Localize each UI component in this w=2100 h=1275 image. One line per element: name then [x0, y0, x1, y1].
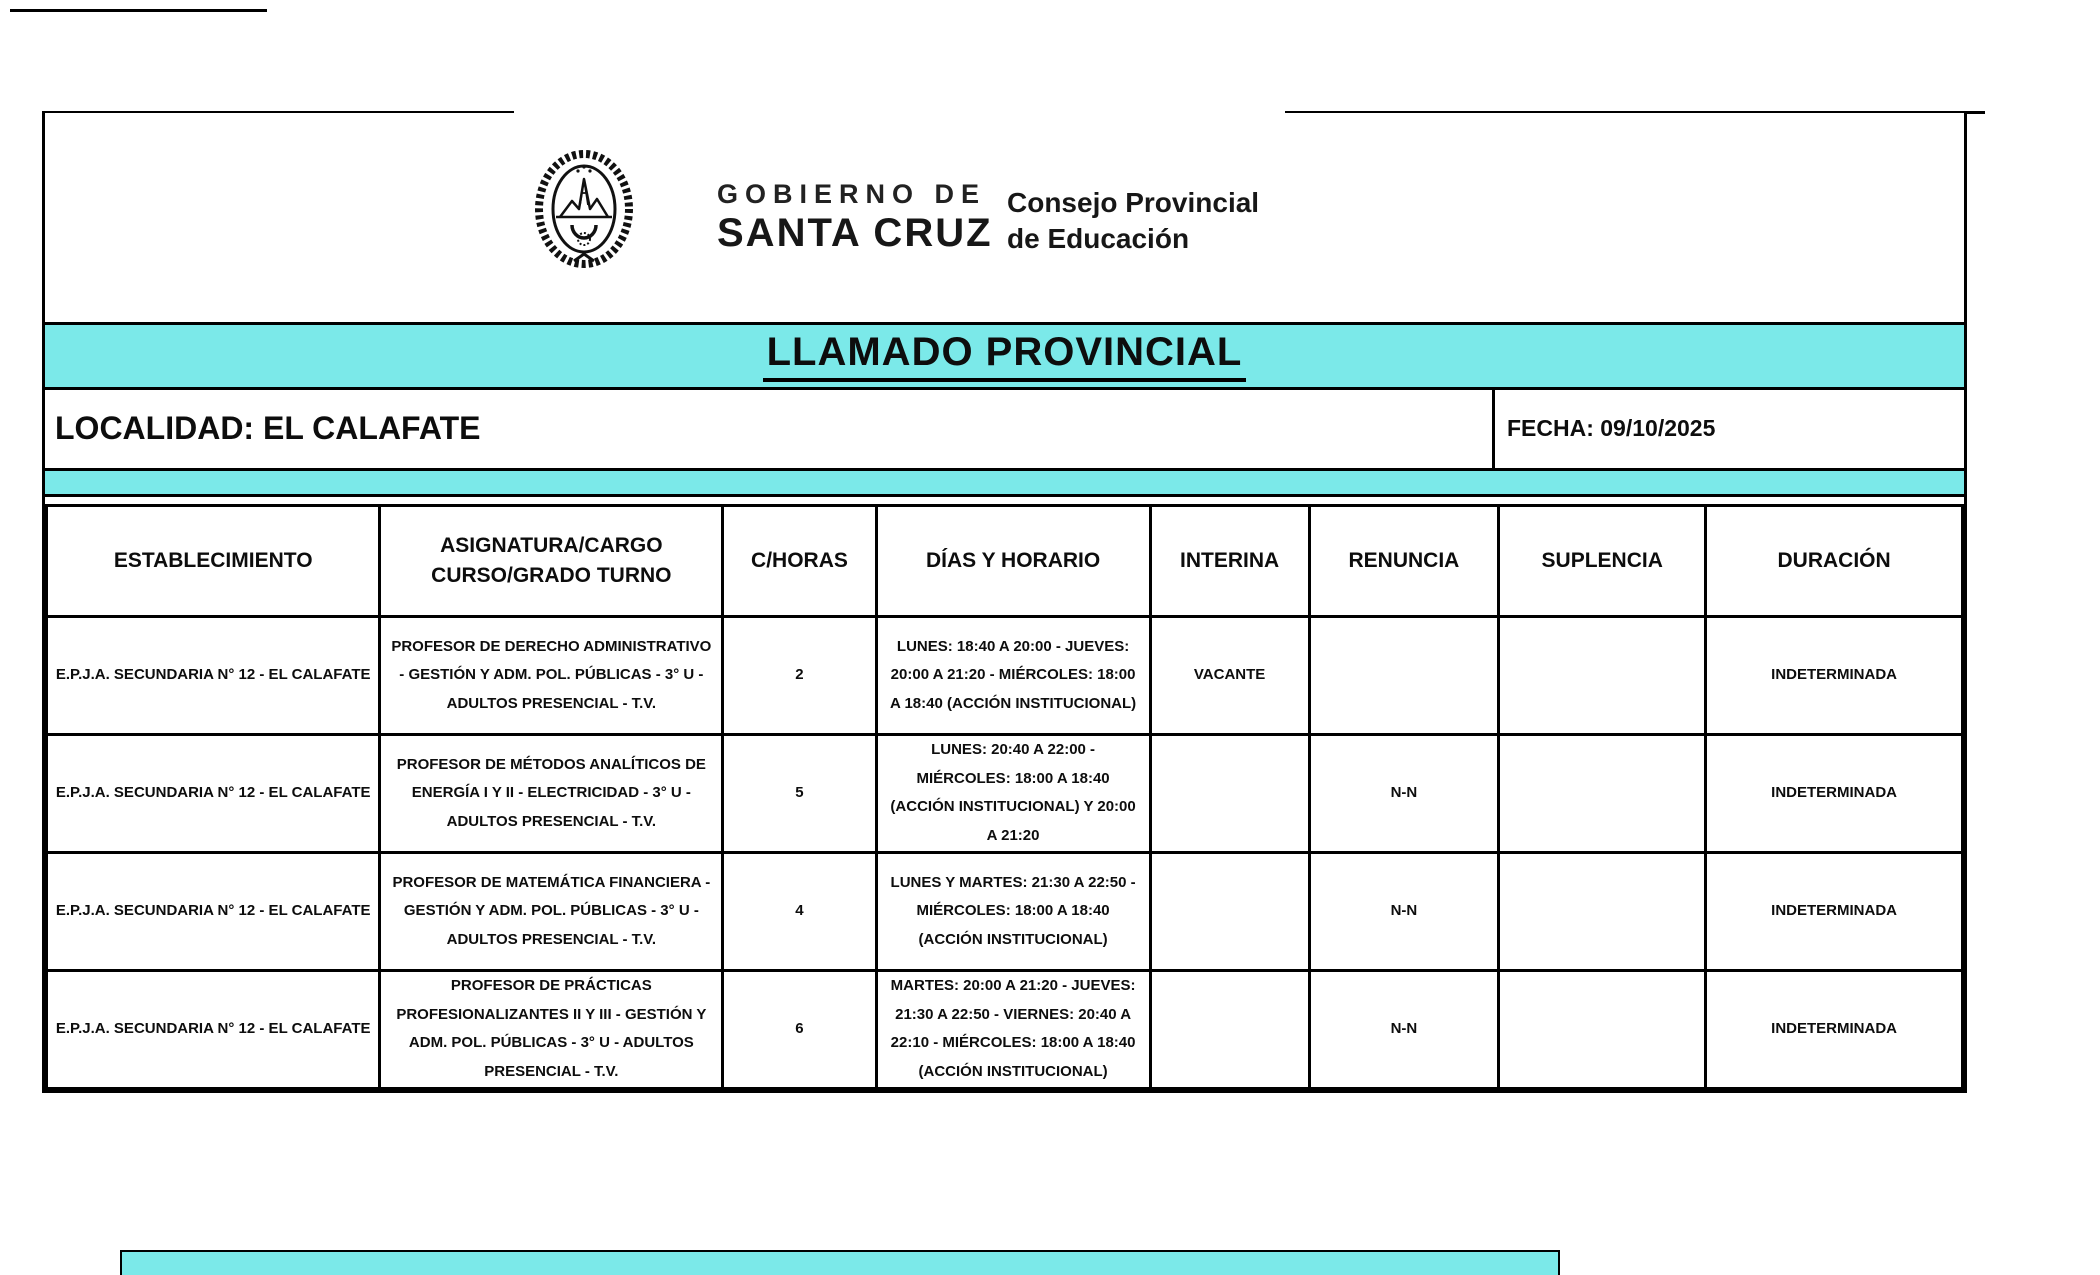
- cell-dias-horario: MARTES: 20:00 A 21:20 - JUEVES: 21:30 A 22:50 - VIERNES: 20:40 A 22:10 - MIÉRCOLES: 18:00 A 18:40 (ACCIÓN INSTITUCIONAL): [876, 970, 1150, 1088]
- fecha-label: FECHA: 09/10/2025: [1492, 390, 1964, 469]
- letterhead: [45, 113, 1964, 322]
- next-section-band: [120, 1250, 1560, 1275]
- cell-horas: 4: [723, 852, 876, 970]
- cell-interina: VACANTE: [1150, 616, 1309, 734]
- cell-dias-horario: LUNES: 20:40 A 22:00 - MIÉRCOLES: 18:00 A 18:40 (ACCIÓN INSTITUCIONAL) Y 20:00 A 21:20: [876, 734, 1150, 852]
- cell-renuncia: N-N: [1309, 970, 1499, 1088]
- cell-suplencia: [1499, 970, 1706, 1088]
- col-duracion: DURACIÓN: [1706, 505, 1963, 616]
- cell-duracion: INDETERMINADA: [1706, 616, 1963, 734]
- page-top-rule: [10, 9, 267, 12]
- page-title: LLAMADO PROVINCIAL: [763, 330, 1247, 382]
- cell-dias-horario: LUNES Y MARTES: 21:30 A 22:50 - MIÉRCOLES: 18:00 A 18:40 (ACCIÓN INSTITUCIONAL): [876, 852, 1150, 970]
- title-band: [45, 322, 1964, 390]
- col-establecimiento: ESTABLECIMIENTO: [47, 505, 380, 616]
- cell-interina: [1150, 734, 1309, 852]
- localidad-label: LOCALIDAD: EL CALAFATE: [55, 410, 481, 447]
- col-dias-horario: DÍAS Y HORARIO: [876, 505, 1150, 616]
- cell-asignatura: PROFESOR DE DERECHO ADMINISTRATIVO - GESTIÓN Y ADM. POL. PÚBLICAS - 3° U - ADULTOS PRESENCIAL - T.V.: [380, 616, 723, 734]
- table-header-row: [47, 505, 1963, 616]
- consejo-line2: de Educación: [1007, 223, 1190, 255]
- cell-dias-horario: LUNES: 18:40 A 20:00 - JUEVES: 20:00 A 21:20 - MIÉRCOLES: 18:00 A 18:40 (ACCIÓN INSTITUCIONAL): [876, 616, 1150, 734]
- cell-suplencia: [1499, 852, 1706, 970]
- cell-horas: 5: [723, 734, 876, 852]
- cell-suplencia: [1499, 616, 1706, 734]
- cell-establecimiento: E.P.J.A. SECUNDARIA N° 12 - EL CALAFATE: [47, 852, 380, 970]
- cell-interina: [1150, 852, 1309, 970]
- col-renuncia: RENUNCIA: [1309, 505, 1499, 616]
- col-suplencia: SUPLENCIA: [1499, 505, 1706, 616]
- separator-gap: [45, 497, 1964, 504]
- consejo-line1: Consejo Provincial: [1007, 187, 1260, 218]
- santa-cruz-text: SANTA CRUZ: [717, 211, 993, 255]
- localidad-fecha-row: [45, 390, 1964, 472]
- cell-renuncia: N-N: [1309, 852, 1499, 970]
- col-c-horas: C/HORAS: [723, 505, 876, 616]
- col-interina: INTERINA: [1150, 505, 1309, 616]
- gobierno-de-text: GOBIERNO DE: [717, 179, 987, 209]
- cell-establecimiento: E.P.J.A. SECUNDARIA N° 12 - EL CALAFATE: [47, 616, 380, 734]
- cell-duracion: INDETERMINADA: [1706, 734, 1963, 852]
- cell-suplencia: [1499, 734, 1706, 852]
- cell-renuncia: [1309, 616, 1499, 734]
- santa-cruz-coat-of-arms-icon: [534, 149, 634, 269]
- cell-asignatura: PROFESOR DE PRÁCTICAS PROFESIONALIZANTES II Y III - GESTIÓN Y ADM. POL. PÚBLICAS - 3° U - ADULTOS PRESENCIAL - T.V.: [380, 970, 723, 1088]
- separator-band: [45, 471, 1964, 497]
- table-row: [47, 734, 1963, 852]
- cell-horas: 2: [723, 616, 876, 734]
- consejo-wordmark: [1007, 185, 1259, 258]
- cell-asignatura: PROFESOR DE MÉTODOS ANALÍTICOS DE ENERGÍA I Y II - ELECTRICIDAD - 3° U - ADULTOS PRESENCIAL - T.V.: [380, 734, 723, 852]
- document-frame: [42, 113, 1967, 1093]
- table-row: [47, 970, 1963, 1088]
- cell-horas: 6: [723, 970, 876, 1088]
- cell-renuncia: N-N: [1309, 734, 1499, 852]
- cell-duracion: INDETERMINADA: [1706, 970, 1963, 1088]
- cell-asignatura: PROFESOR DE MATEMÁTICA FINANCIERA - GESTIÓN Y ADM. POL. PÚBLICAS - 3° U - ADULTOS PRESENCIAL - T.V.: [380, 852, 723, 970]
- col-asignatura-cargo: ASIGNATURA/CARGO CURSO/GRADO TURNO: [380, 505, 723, 616]
- table-row: [47, 616, 1963, 734]
- cell-establecimiento: E.P.J.A. SECUNDARIA N° 12 - EL CALAFATE: [47, 970, 380, 1088]
- cell-interina: [1150, 970, 1309, 1088]
- government-wordmark: [717, 179, 993, 256]
- cell-establecimiento: E.P.J.A. SECUNDARIA N° 12 - EL CALAFATE: [47, 734, 380, 852]
- table-row: [47, 852, 1963, 970]
- cell-duracion: INDETERMINADA: [1706, 852, 1963, 970]
- vacancies-table: [45, 504, 1964, 1090]
